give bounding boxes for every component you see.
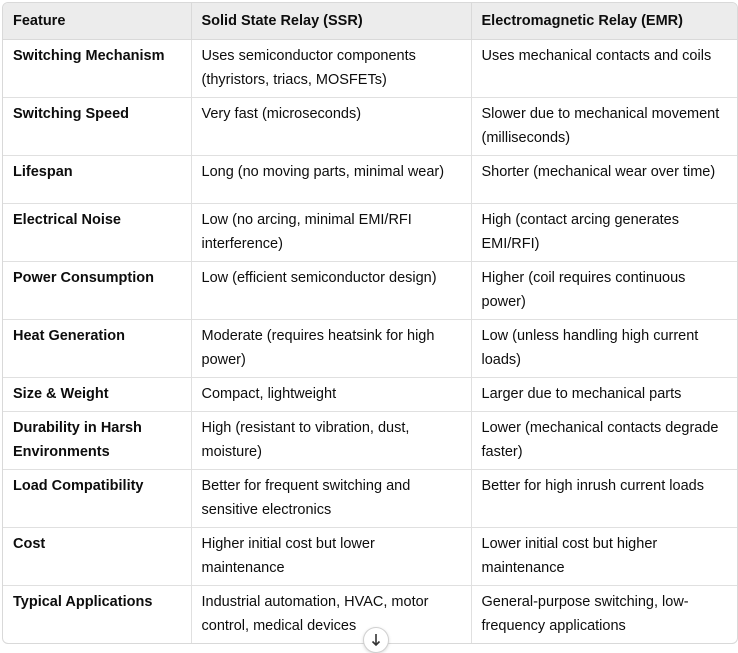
emr-cell: Larger due to mechanical parts [471,378,737,412]
header-emr: Electromagnetic Relay (EMR) [471,3,737,40]
emr-cell: General-purpose switching, low-frequency applications [481,594,689,634]
emr-cell: Slower due to mechanical movement (milliseconds) [471,98,737,156]
feature-cell: Heat Generation [3,320,191,378]
feature-cell: Load Compatibility [3,470,191,528]
ssr-cell: Very fast (microseconds) [191,98,471,156]
table-row [3,262,737,320]
feature-cell: Power Consumption [3,262,191,320]
emr-cell: Uses mechanical contacts and coils [471,40,737,98]
table-row [3,378,737,412]
emr-cell: Shorter (mechanical wear over time) [471,156,737,204]
emr-cell: Higher (coil requires continuous power) [471,262,737,320]
comparison-table-container [2,2,738,644]
feature-cell: Durability in Harsh Environments [3,412,191,470]
ssr-cell: Low (efficient semiconductor design) [191,262,471,320]
table-row [3,40,737,98]
table-row [3,320,737,378]
feature-cell: Cost [3,528,191,586]
header-feature: Feature [3,3,191,40]
emr-cell: Lower initial cost but higher maintenance [471,528,737,586]
scroll-down-button[interactable] [363,627,389,653]
table-row [3,528,737,586]
table-row [3,204,737,262]
table-row [3,470,737,528]
feature-cell: Typical Applications [3,586,191,644]
feature-cell: Electrical Noise [3,204,191,262]
table-row [3,156,737,204]
table-row [3,98,737,156]
header-ssr: Solid State Relay (SSR) [191,3,471,40]
ssr-cell: High (resistant to vibration, dust, moisture) [191,412,471,470]
arrow-down-icon [371,633,381,647]
emr-cell: Better for high inrush current loads [471,470,737,528]
feature-cell: Switching Speed [3,98,191,156]
table-row [3,412,737,470]
ssr-cell: Higher initial cost but lower maintenance [191,528,471,586]
ssr-cell: Moderate (requires heatsink for high power) [191,320,471,378]
emr-cell: Low (unless handling high current loads) [471,320,737,378]
comparison-table [3,3,737,643]
feature-cell: Switching Mechanism [3,40,191,98]
ssr-cell: Better for frequent switching and sensitive electronics [191,470,471,528]
ssr-cell: Compact, lightweight [191,378,471,412]
table-header-row [3,3,737,40]
ssr-cell: Low (no arcing, minimal EMI/RFI interference) [191,204,471,262]
ssr-cell: Uses semiconductor components (thyristors, triacs, MOSFETs) [191,40,471,98]
feature-cell: Lifespan [3,156,191,204]
ssr-cell: Industrial automation, HVAC, motor control, medical devices [191,586,471,644]
ssr-cell: Long (no moving parts, minimal wear) [191,156,471,204]
emr-cell: High (contact arcing generates EMI/RFI) [471,204,737,262]
emr-cell: Lower (mechanical contacts degrade faster) [471,412,737,470]
feature-cell: Size & Weight [3,378,191,412]
